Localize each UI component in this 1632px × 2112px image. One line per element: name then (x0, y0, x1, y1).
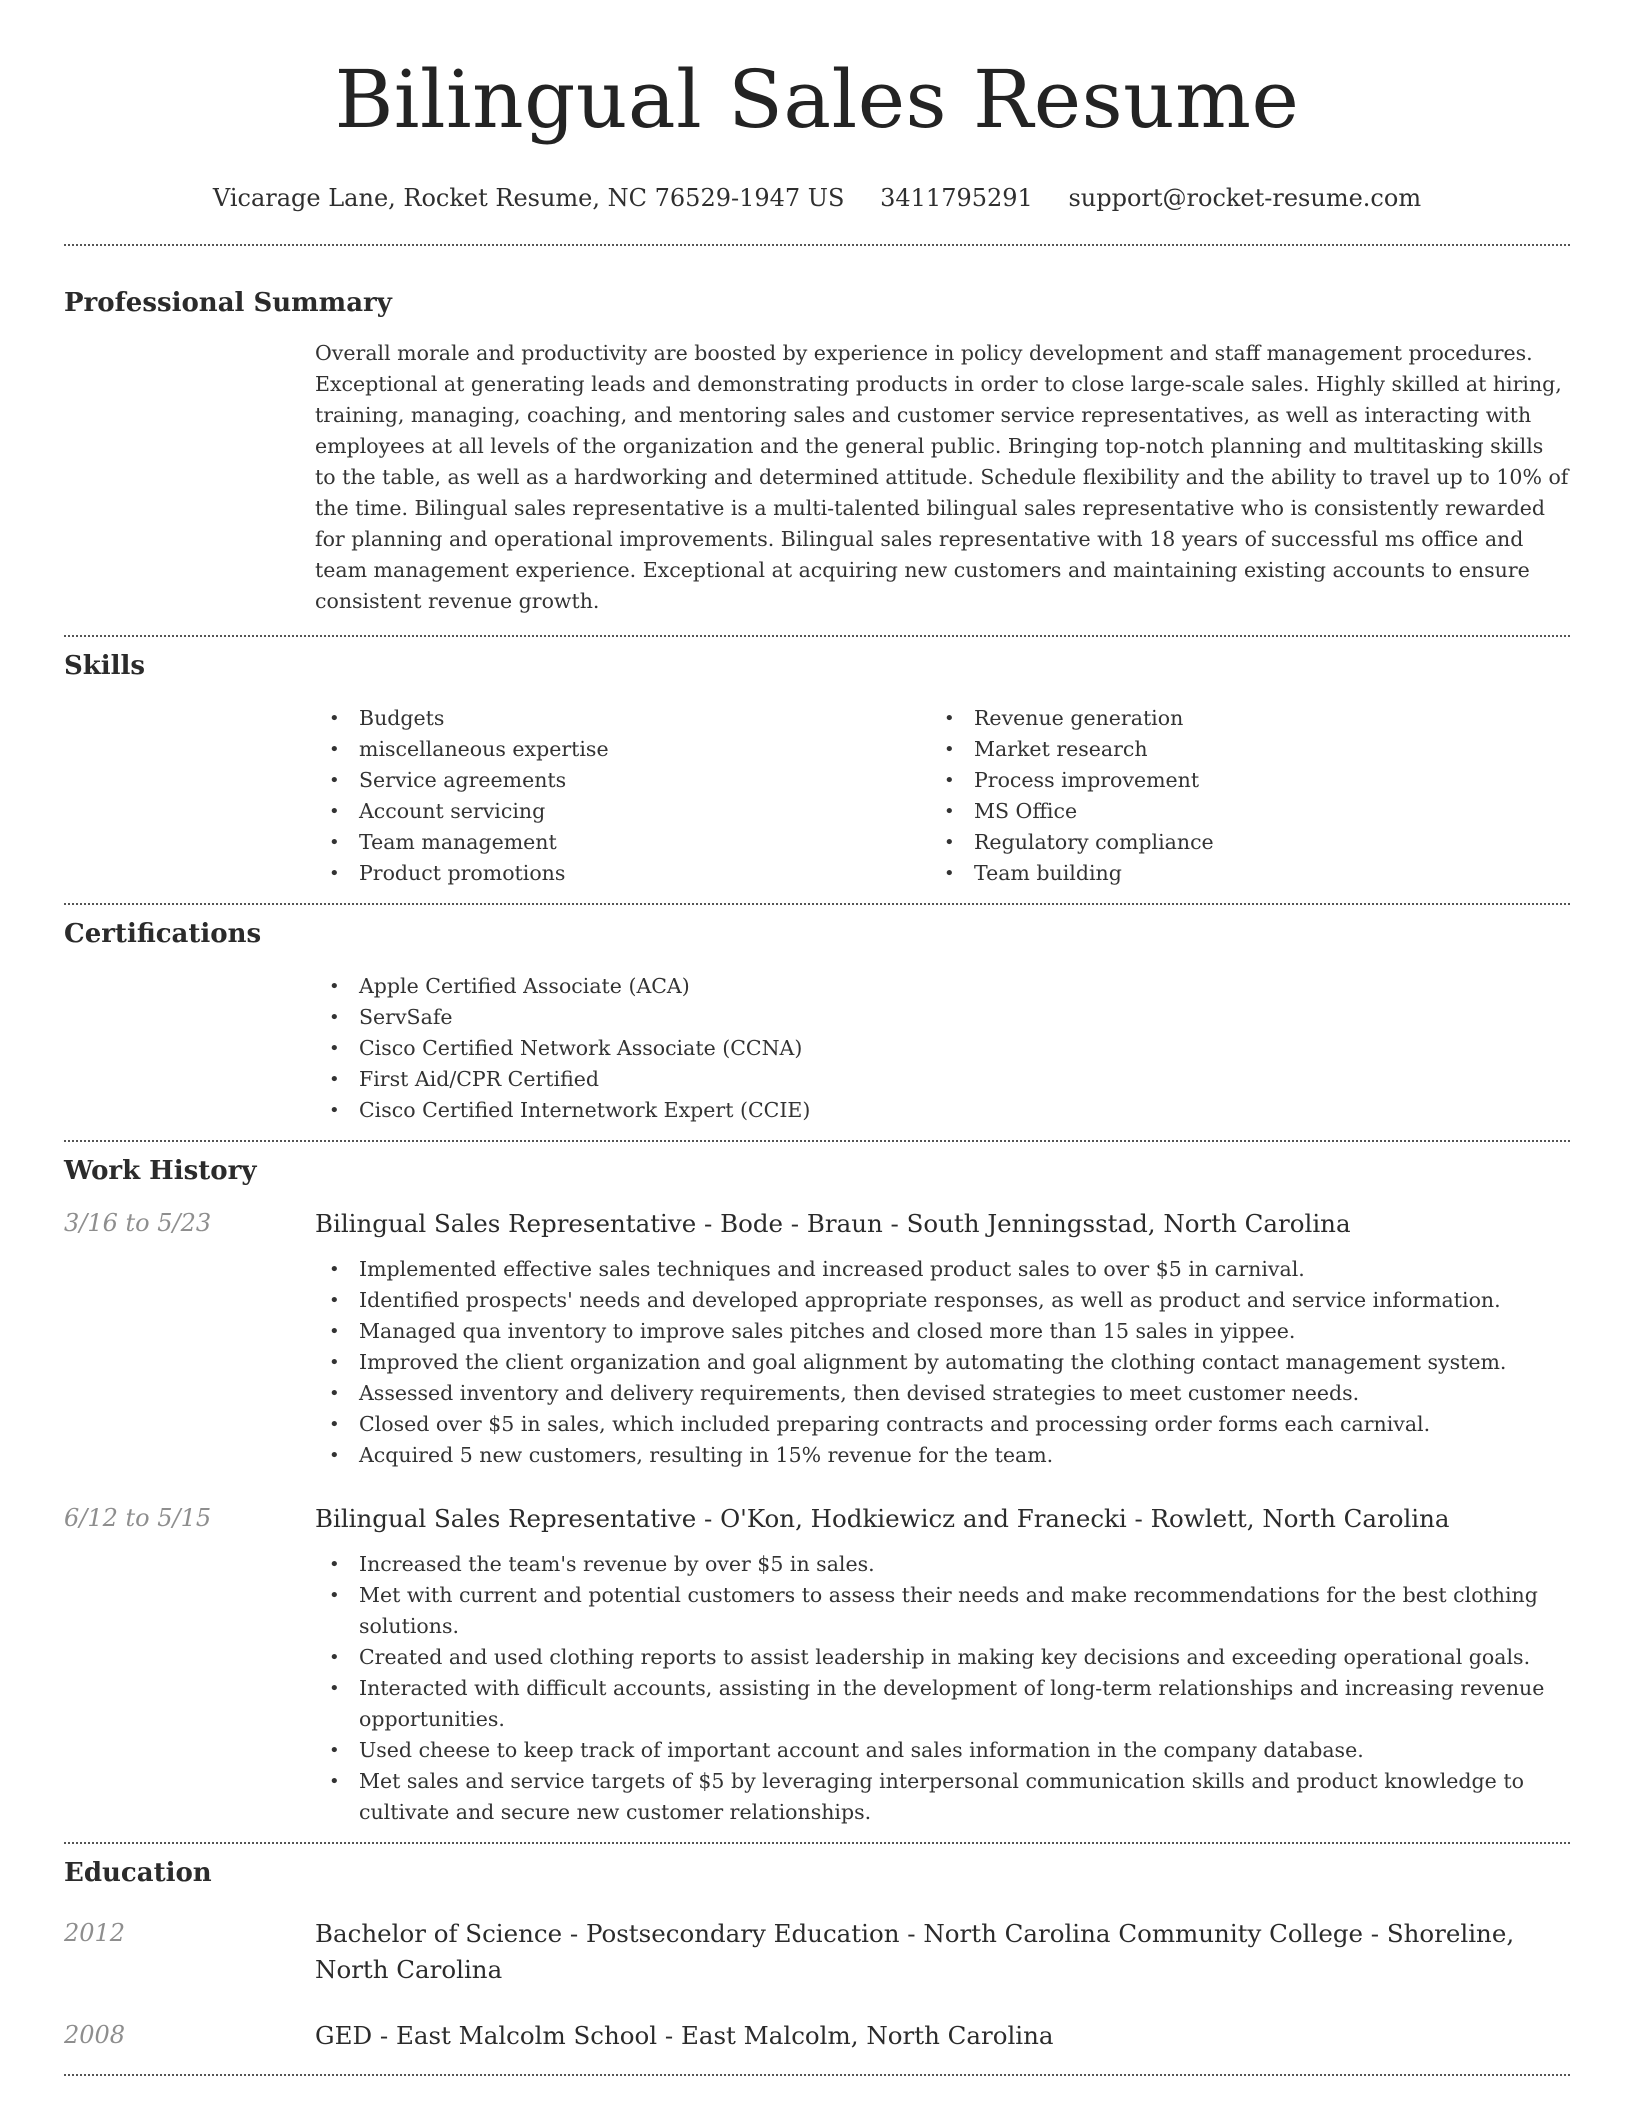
job-header (64, 1206, 1570, 1242)
skill-item: • Team management (315, 827, 930, 858)
job-bullet: • Implemented effective sales techniques and increased product sales to over $5 in carnival. (315, 1254, 1570, 1285)
job-bullet: • Closed over $5 in sales, which included preparing contracts and processing order forms each carnival. (315, 1409, 1570, 1440)
education-year: 2012 (64, 1919, 126, 1947)
job-bullet: • Used cheese to keep track of important account and sales information in the company database. (315, 1735, 1570, 1766)
divider (64, 635, 1570, 637)
skill-item: • Team building (930, 858, 1545, 889)
section-certifications (64, 917, 1570, 1126)
job-bullet: • Created and used clothing reports to assist leadership in making key decisions and exceeding operational goals. (315, 1642, 1570, 1673)
section-heading: Professional Summary (64, 288, 392, 318)
job-bullet: • Increased the team's revenue by over $5 in sales. (315, 1549, 1570, 1580)
job-dates: 3/16 to 5/23 (64, 1209, 212, 1237)
skill-item: • Account servicing (315, 796, 930, 827)
section-education (64, 1856, 1570, 2054)
certification-item: • First Aid/CPR Certified (315, 1064, 1570, 1095)
skills-grid (315, 703, 1570, 889)
job-title: Bilingual Sales Representative - Bode - Braun - South Jenningsstad, North Carolina (315, 1209, 1351, 1238)
job-bullet: • Identified prospects' needs and developed appropriate responses, as well as product and service information. (315, 1285, 1570, 1316)
section-heading: Certifications (64, 919, 262, 949)
section-heading: Education (64, 1858, 212, 1888)
skill-item: • Market research (930, 734, 1545, 765)
divider (64, 903, 1570, 905)
skills-list-left (315, 703, 930, 889)
job-entry (64, 1206, 1570, 1471)
job-bullet: • Interacted with difficult accounts, assisting in the development of long-term relationships and increasing revenue opportunities. (315, 1673, 1570, 1735)
divider (64, 1140, 1570, 1142)
resume-title: Bilingual Sales Resume (334, 53, 1300, 146)
job-header (64, 1501, 1570, 1537)
skills-list-right (930, 703, 1545, 889)
education-title: GED - East Malcolm School - East Malcolm, North Carolina (315, 2021, 1054, 2050)
divider (64, 2074, 1570, 2076)
skill-item: • Process improvement (930, 765, 1545, 796)
section-professional-summary (64, 286, 1570, 617)
job-entry (64, 1501, 1570, 1828)
skill-item: • MS Office (930, 796, 1545, 827)
skill-item: • miscellaneous expertise (315, 734, 930, 765)
certification-item: • Cisco Certified Internetwork Expert (CCIE) (315, 1095, 1570, 1126)
job-bullets (315, 1254, 1570, 1471)
job-bullet: • Met sales and service targets of $5 by leveraging interpersonal communication skills and product knowledge to cultivate and secure new customer relationships. (315, 1766, 1570, 1828)
job-title: Bilingual Sales Representative - O'Kon, Hodkiewicz and Franecki - Rowlett, North Carolina (315, 1504, 1450, 1533)
resume-header (64, 0, 1570, 214)
section-heading: Skills (64, 651, 146, 681)
education-entry (64, 2018, 1570, 2054)
job-bullet: • Acquired 5 new customers, resulting in 15% revenue for the team. (315, 1440, 1570, 1471)
section-heading: Work History (64, 1156, 257, 1186)
job-bullet: • Assessed inventory and delivery requirements, then devised strategies to meet customer needs. (315, 1378, 1570, 1409)
job-bullet: • Met with current and potential customers to assess their needs and make recommendations for the best clothing solutions. (315, 1580, 1570, 1642)
certification-item: • Cisco Certified Network Associate (CCNA) (315, 1033, 1570, 1064)
section-work-history (64, 1154, 1570, 1828)
skill-item: • Revenue generation (930, 703, 1545, 734)
certification-item: • ServSafe (315, 1002, 1570, 1033)
contact-line (64, 182, 1570, 214)
certifications-list (315, 971, 1570, 1126)
divider (64, 1842, 1570, 1844)
skill-item: • Regulatory compliance (930, 827, 1545, 858)
skill-item: • Product promotions (315, 858, 930, 889)
education-title: Bachelor of Science - Postsecondary Education - North Carolina Community College - Shoreline, North Carolina (315, 1919, 1515, 1984)
education-entry (64, 1916, 1570, 1988)
certification-item: • Apple Certified Associate (ACA) (315, 971, 1570, 1002)
skill-item: • Service agreements (315, 765, 930, 796)
summary-text: Overall morale and productivity are boosted by experience in policy development and staff management procedures. Exceptional at generating leads and demonstrating products in order to close large-scale sales. Highly skilled at hiring, training, managing, coaching, and mentoring sales and customer service representatives, as well as interacting with employees at all levels of the organization and the general public. Bringing top-notch planning and multitasking skills to the table, as well as a hardworking and determined attitude. Schedule flexibility and the ability to travel up to 10% of the time. Bilingual sales representative is a multi-talented bilingual sales representative who is consistently rewarded for planning and operational improvements. Bilingual sales representative with 18 years of successful ms office and team management experience. Exceptional at acquiring new customers and maintaining existing accounts to ensure consistent revenue growth. (315, 341, 1569, 613)
resume-page (64, 0, 1570, 2112)
contact-phone: 3411795291 (880, 184, 1033, 212)
job-bullet: • Managed qua inventory to improve sales pitches and closed more than 15 sales in yippee. (315, 1316, 1570, 1347)
section-skills (64, 649, 1570, 889)
skill-item: • Budgets (315, 703, 930, 734)
divider (64, 244, 1570, 246)
contact-email: support@rocket-resume.com (1068, 184, 1422, 212)
job-bullet: • Improved the client organization and goal alignment by automating the clothing contact management system. (315, 1347, 1570, 1378)
job-dates: 6/12 to 5/15 (64, 1504, 212, 1532)
job-bullets (315, 1549, 1570, 1828)
education-year: 2008 (64, 2021, 126, 2049)
contact-address: Vicarage Lane, Rocket Resume, NC 76529-1947 US (212, 184, 845, 212)
